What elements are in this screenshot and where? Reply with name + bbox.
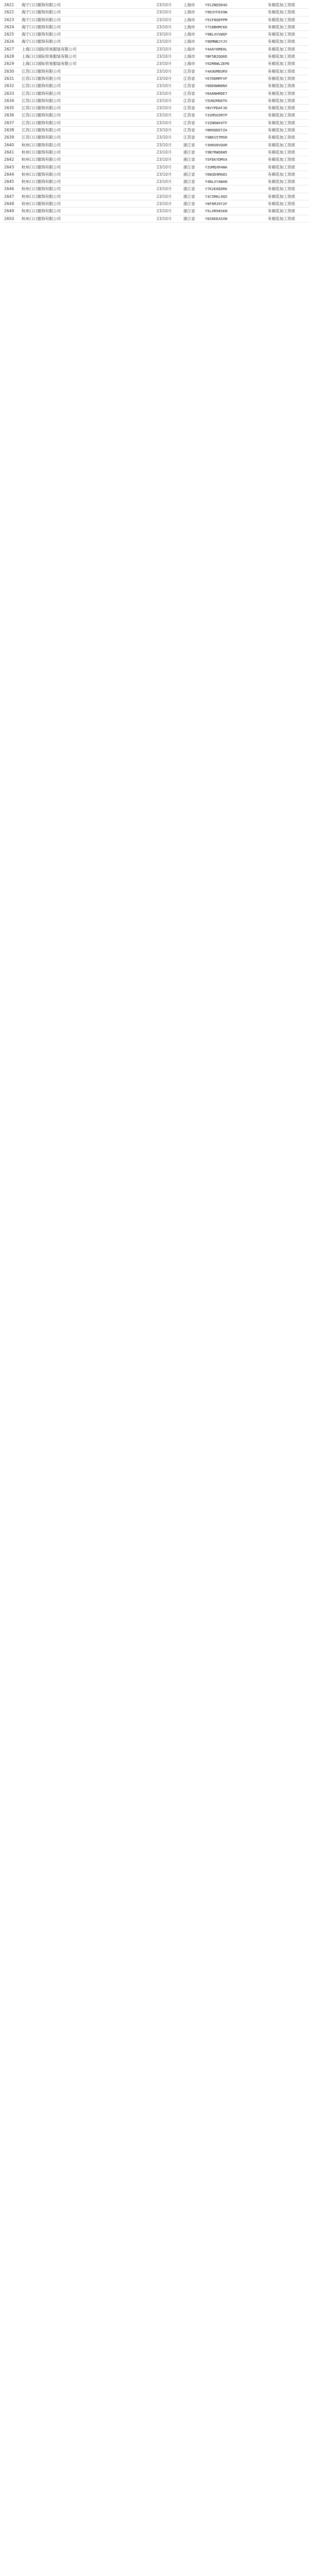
table-row [3,97,309,104]
company-name: 杭州口口服饰有限公司 [21,178,156,185]
company-name: 江苏口口服饰有限公司 [21,105,156,112]
qualification-type: 有棉花加工资质 [267,90,309,97]
record-date: 23/10月 [156,208,182,215]
table-row [3,193,309,200]
record-code: Y4NLXYAWAN [204,178,267,185]
row-number: 2639 [3,134,21,141]
table-row [3,171,309,178]
region: 上海市 [182,16,204,23]
record-date: 23/10月 [156,45,182,53]
qualification-type: 有棉花加工资质 [267,53,309,60]
region: 江苏省 [182,112,204,119]
record-date: 23/10月 [156,215,182,222]
qualification-type: 有棉花加工资质 [267,60,309,67]
record-date: 23/10月 [156,156,182,163]
record-date: 23/10月 [156,163,182,171]
company-name: 江苏口口服饰有限公司 [21,127,156,134]
record-date: 23/10月 [156,127,182,134]
record-date: 23/10月 [156,53,182,60]
qualification-type: 有棉花加工资质 [267,16,309,23]
row-number: 2650 [3,215,21,222]
table-row [3,208,309,215]
row-number: 2638 [3,127,21,134]
company-name: 海宁口口服饰有限公司 [21,23,156,30]
qualification-type: 有棉花加工资质 [267,134,309,141]
qualification-type: 有棉花加工资质 [267,127,309,134]
company-name: 杭州口口服饰有限公司 [21,156,156,163]
table-row [3,53,309,60]
company-name: 杭州口口服饰有限公司 [21,141,156,148]
record-date: 23/10月 [156,171,182,178]
company-name: 江苏口口服饰有限公司 [21,134,156,141]
region: 上海市 [182,60,204,67]
record-code: Y3ZN6WX4TF [204,119,267,126]
company-name: 江苏口口服饰有限公司 [21,119,156,126]
region: 上海市 [182,31,204,38]
table-row [3,67,309,75]
records-body [3,2,309,222]
region: 江苏省 [182,134,204,141]
qualification-type: 有棉花加工资质 [267,141,309,148]
region: 江苏省 [182,127,204,134]
company-name: 江苏口口服饰有限公司 [21,97,156,104]
qualification-type: 有棉花加工资质 [267,45,309,53]
table-row [3,16,309,23]
row-number: 2649 [3,208,21,215]
row-number: 2646 [3,185,21,193]
table-row [3,60,309,67]
company-name: 杭州口口服饰有限公司 [21,148,156,156]
record-date: 23/10月 [156,82,182,90]
record-code: Y3H6U8VQAR [204,141,267,148]
company-name: 杭州口口服饰有限公司 [21,193,156,200]
record-date: 23/10月 [156,119,182,126]
company-name: 江苏口口服饰有限公司 [21,82,156,90]
record-code: Y88D0WN0NX [204,82,267,90]
record-date: 23/10月 [156,31,182,38]
record-date: 23/10月 [156,67,182,75]
record-date: 23/10月 [156,75,182,82]
company-name: 江苏口口服饰有限公司 [21,90,156,97]
qualification-type: 有棉花加工资质 [267,185,309,193]
row-number: 2627 [3,45,21,53]
company-name: 杭州口口服饰有限公司 [21,208,156,215]
region: 上海市 [182,53,204,60]
record-code: Y4A9UMEUR9 [204,67,267,75]
table-row [3,2,309,9]
row-number: 2629 [3,60,21,67]
company-name: 海宁口口服饰有限公司 [21,38,156,45]
row-number: 2626 [3,38,21,45]
record-date: 23/10月 [156,178,182,185]
record-code: Y9BKS5TMSR [204,134,267,141]
company-name: 杭州口口服饰有限公司 [21,171,156,178]
company-name: 江苏口口服饰有限公司 [21,75,156,82]
qualification-type: 有棉花加工资质 [267,112,309,119]
record-code: Y5FEKYDMVA [204,156,267,163]
table-row [3,31,309,38]
region: 浙江省 [182,178,204,185]
record-code: Y8F6MJ6Y2F [204,200,267,208]
record-date: 23/10月 [156,134,182,141]
company-name: 海宁口口服饰有限公司 [21,9,156,16]
row-number: 2645 [3,178,21,185]
row-number: 2632 [3,82,21,90]
row-number: 2623 [3,16,21,23]
table-row [3,141,309,148]
region: 浙江省 [182,215,204,222]
record-code: Y2UMQXR4WA [204,163,267,171]
record-code: Y91ZNQ5D4G [204,2,267,9]
records-table [3,2,309,223]
qualification-type: 有棉花加工资质 [267,31,309,38]
record-code: Y92M8WLZEPE [204,60,267,67]
record-date: 23/10月 [156,9,182,16]
record-code: Y9D3YFEX9W [204,9,267,16]
record-code: Y91F8QEPPM [204,16,267,23]
qualification-type: 有棉花加工资质 [267,75,309,82]
region: 上海市 [182,38,204,45]
record-date: 23/10月 [156,23,182,30]
region: 浙江省 [182,156,204,163]
qualification-type: 有棉花加工资质 [267,38,309,45]
record-date: 23/10月 [156,90,182,97]
row-number: 2635 [3,105,21,112]
table-row [3,119,309,126]
region: 上海市 [182,45,204,53]
record-date: 23/10月 [156,16,182,23]
qualification-type: 有棉花加工资质 [267,200,309,208]
record-code: Y9BLXVSWQF [204,31,267,38]
qualification-type: 有棉花加工资质 [267,97,309,104]
table-row [3,38,309,45]
row-number: 2642 [3,156,21,163]
table-row [3,215,309,222]
qualification-type: 有棉花加工资质 [267,23,309,30]
row-number: 2637 [3,119,21,126]
record-code: YBF5B2QQ6D [204,53,267,60]
record-date: 23/10月 [156,200,182,208]
qualification-type: 有棉花加工资质 [267,2,309,9]
qualification-type: 有棉花加工资质 [267,67,309,75]
record-code: Y6W3D9MA8S [204,171,267,178]
row-number: 2622 [3,9,21,16]
qualification-type: 有棉花加工资质 [267,9,309,16]
row-number: 2643 [3,163,21,171]
record-code: Y5LXR98SKN [204,208,267,215]
region: 浙江省 [182,141,204,148]
region: 浙江省 [182,163,204,171]
region: 浙江省 [182,200,204,208]
row-number: 2641 [3,148,21,156]
table-row [3,45,309,53]
region: 上海市 [182,2,204,9]
record-sheet [3,2,306,223]
table-row [3,185,309,193]
company-name: 杭州口口服饰有限公司 [21,200,156,208]
record-date: 23/10月 [156,60,182,67]
row-number: 2624 [3,23,21,30]
row-number: 2647 [3,193,21,200]
record-date: 23/10月 [156,105,182,112]
table-row [3,75,309,82]
table-row [3,148,309,156]
qualification-type: 有棉花加工资质 [267,148,309,156]
table-row [3,105,309,112]
company-name: 上海口口国际贸易服装有限公司 [21,45,156,53]
company-name: 江苏口口服饰有限公司 [21,112,156,119]
record-code: Y9DMNBJYJV [204,38,267,45]
row-number: 2636 [3,112,21,119]
company-name: 杭州口口服饰有限公司 [21,215,156,222]
record-code: Y8Z6KEA5XN [204,215,267,222]
row-number: 2630 [3,67,21,75]
table-row [3,134,309,141]
record-date: 23/10月 [156,38,182,45]
company-name: 杭州口口服饰有限公司 [21,185,156,193]
region: 浙江省 [182,148,204,156]
record-code: Y4A6Y6MEHL [204,45,267,53]
record-code: Y8N9QDETZA [204,127,267,134]
qualification-type: 有棉花加工资质 [267,82,309,90]
row-number: 2631 [3,75,21,82]
company-name: 江苏口口服饰有限公司 [21,67,156,75]
region: 江苏省 [182,67,204,75]
record-code: Y7S8B0MCKD [204,23,267,30]
table-row [3,200,309,208]
row-number: 2621 [3,2,21,9]
qualification-type: 有棉花加工资质 [267,105,309,112]
qualification-type: 有棉花加工资质 [267,163,309,171]
record-date: 23/10月 [156,193,182,200]
company-name: 海宁口口服饰有限公司 [21,2,156,9]
record-code: Y8VYPDAFJD [204,105,267,112]
company-name: 杭州口口服饰有限公司 [21,163,156,171]
region: 江苏省 [182,90,204,97]
record-code: Y3SM5G5RTP [204,112,267,119]
qualification-type: 有棉花加工资质 [267,119,309,126]
record-code: Y9B7RWQ6W5 [204,148,267,156]
row-number: 2628 [3,53,21,60]
region: 江苏省 [182,119,204,126]
qualification-type: 有棉花加工资质 [267,171,309,178]
region: 江苏省 [182,82,204,90]
record-date: 23/10月 [156,112,182,119]
region: 浙江省 [182,171,204,178]
row-number: 2634 [3,97,21,104]
record-date: 23/10月 [156,2,182,9]
table-row [3,127,309,134]
qualification-type: 有棉花加工资质 [267,178,309,185]
table-row [3,112,309,119]
table-row [3,82,309,90]
record-date: 23/10月 [156,185,182,193]
region: 浙江省 [182,193,204,200]
qualification-type: 有棉花加工资质 [267,193,309,200]
region: 江苏省 [182,75,204,82]
row-number: 2633 [3,90,21,97]
qualification-type: 有棉花加工资质 [267,208,309,215]
record-date: 23/10月 [156,97,182,104]
table-row [3,156,309,163]
row-number: 2640 [3,141,21,148]
record-code: Y7K2E6EDRK [204,185,267,193]
region: 江苏省 [182,97,204,104]
region: 上海市 [182,9,204,16]
qualification-type: 有棉花加工资质 [267,215,309,222]
record-code: Y3C5RKL9QX [204,193,267,200]
record-code: Y6A6NHRDE7 [204,90,267,97]
company-name: 海宁口口服饰有限公司 [21,31,156,38]
table-row [3,23,309,30]
region: 上海市 [182,23,204,30]
region: 浙江省 [182,185,204,193]
region: 浙江省 [182,208,204,215]
company-name: 海宁口口服饰有限公司 [21,16,156,23]
row-number: 2648 [3,200,21,208]
table-row [3,178,309,185]
table-row [3,9,309,16]
record-code: Y67D6RMYVF [204,75,267,82]
region: 江苏省 [182,105,204,112]
row-number: 2625 [3,31,21,38]
record-code: Y5UN2MG6TK [204,97,267,104]
company-name: 上海口口国际贸易服装有限公司 [21,60,156,67]
qualification-type: 有棉花加工资质 [267,156,309,163]
table-row [3,163,309,171]
row-number: 2644 [3,171,21,178]
company-name: 上海口口国际贸易服装有限公司 [21,53,156,60]
record-date: 23/10月 [156,141,182,148]
table-row [3,90,309,97]
record-date: 23/10月 [156,148,182,156]
